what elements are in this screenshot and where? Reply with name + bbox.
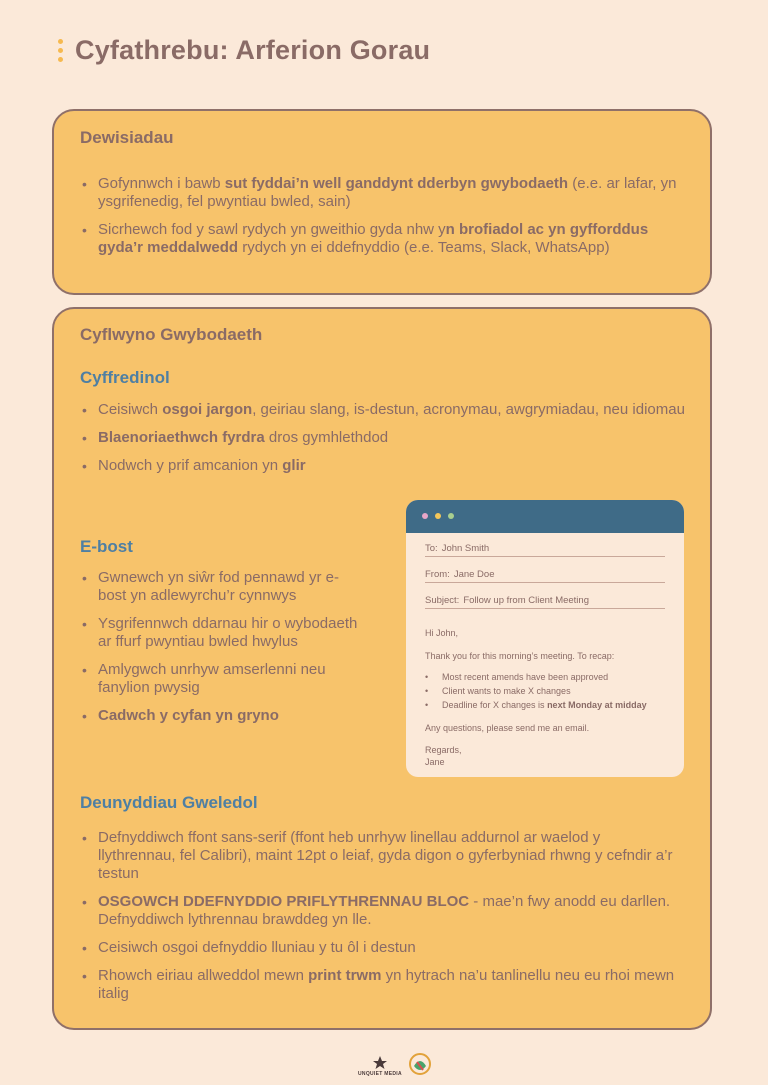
email-heading: E-bost	[80, 537, 133, 556]
list-item: • Amlygwch unrhyw amserlenni neu fanylion pwysig	[80, 661, 360, 697]
email-window-bar	[406, 500, 684, 533]
email-subject-field: Subject: Follow up from Client Meeting	[425, 595, 665, 609]
presenting-info-title: Cyflwyno Gwybodaeth	[80, 325, 263, 344]
email-greeting: Hi John,	[425, 628, 459, 638]
email-intro: Thank you for this morning’s meeting. To recap:	[425, 651, 615, 661]
list-item: • Ysgrifennwch ddarnau hir o wybodaeth ar ffurf pwyntiau bwled hwylus	[80, 615, 360, 651]
list-item: • Rhowch eiriau allweddol mewn print trwm yn hytrach na’u tanlinellu neu eu rhoi mewn italig	[80, 967, 680, 1003]
list-item: • Deadline for X changes is next Monday at midday	[425, 698, 647, 712]
email-signoff: Regards,	[425, 745, 462, 755]
general-heading: Cyffredinol	[80, 368, 170, 387]
visual-heading: Deunyddiau Gweledol	[80, 793, 258, 812]
list-item: • Nodwch y prif amcanion yn glir	[80, 457, 695, 475]
list-item: • Gwnewch yn siŵr fod pennawd yr e-bost yn adlewyrchu’r cynnwys	[80, 569, 360, 605]
footer-logos	[358, 1052, 432, 1080]
list-item: • Blaenoriaethwch fyrdra dros gymhlethdod	[80, 429, 695, 447]
email-list	[80, 569, 360, 735]
list-item: • Client wants to make X changes	[425, 684, 647, 698]
preferences-card	[52, 109, 712, 295]
email-mockup	[406, 500, 684, 777]
email-questions: Any questions, please send me an email.	[425, 723, 590, 733]
window-dot-icon	[422, 513, 428, 519]
preferences-list	[80, 175, 680, 267]
list-item: • OSGOWCH DDEFNYDDIO PRIFLYTHRENNAU BLOC - mae’n fwy anodd eu darllen. Defnyddiwch lythrennau brawddeg yn lle.	[80, 893, 680, 929]
star-icon	[369, 1055, 391, 1071]
email-from-field: From: Jane Doe	[425, 569, 665, 583]
page-header	[58, 30, 430, 70]
list-item: • Most recent amends have been approved	[425, 670, 647, 684]
list-item: • Cadwch y cyfan yn gryno	[80, 707, 360, 725]
window-dot-icon	[435, 513, 441, 519]
visual-list	[80, 829, 680, 1013]
window-dot-icon	[448, 513, 454, 519]
list-item: • Ceisiwch osgoi jargon, geiriau slang, is-destun, acronymau, awgrymiadau, neu idiomau	[80, 401, 695, 419]
list-item: • Defnyddiwch ffont sans-serif (ffont heb unrhyw linellau addurnol ar waelod y llythrennau, fel Calibri), maint 12pt o leiaf, gyda digon o gyferbyniad rhwng y cefndir a’r testun	[80, 829, 680, 883]
email-signature: Jane	[425, 757, 445, 767]
title-dots-icon	[58, 39, 63, 62]
email-to-field: To: John Smith	[425, 543, 665, 557]
email-recap-list	[425, 670, 647, 712]
partner-logo-icon	[408, 1052, 432, 1080]
page-title: Cyfathrebu: Arferion Gorau	[75, 34, 431, 65]
list-item: • Ceisiwch osgoi defnyddio lluniau y tu ôl i destun	[80, 939, 680, 957]
general-list	[80, 401, 695, 485]
preferences-title: Dewisiadau	[80, 128, 174, 147]
list-item: • Sicrhewch fod y sawl rydych yn gweithio gyda nhw yn brofiadol ac yn gyfforddus gyda’r meddalwedd rydych yn ei ddefnyddio (e.e. Teams, Slack, WhatsApp)	[80, 221, 680, 257]
unquiet-media-logo: UNQUIET MEDIA	[358, 1055, 402, 1077]
list-item: • Gofynnwch i bawb sut fyddai’n well ganddynt dderbyn gwybodaeth (e.e. ar lafar, yn ysgrifenedig, fel pwyntiau bwled, sain)	[80, 175, 680, 211]
